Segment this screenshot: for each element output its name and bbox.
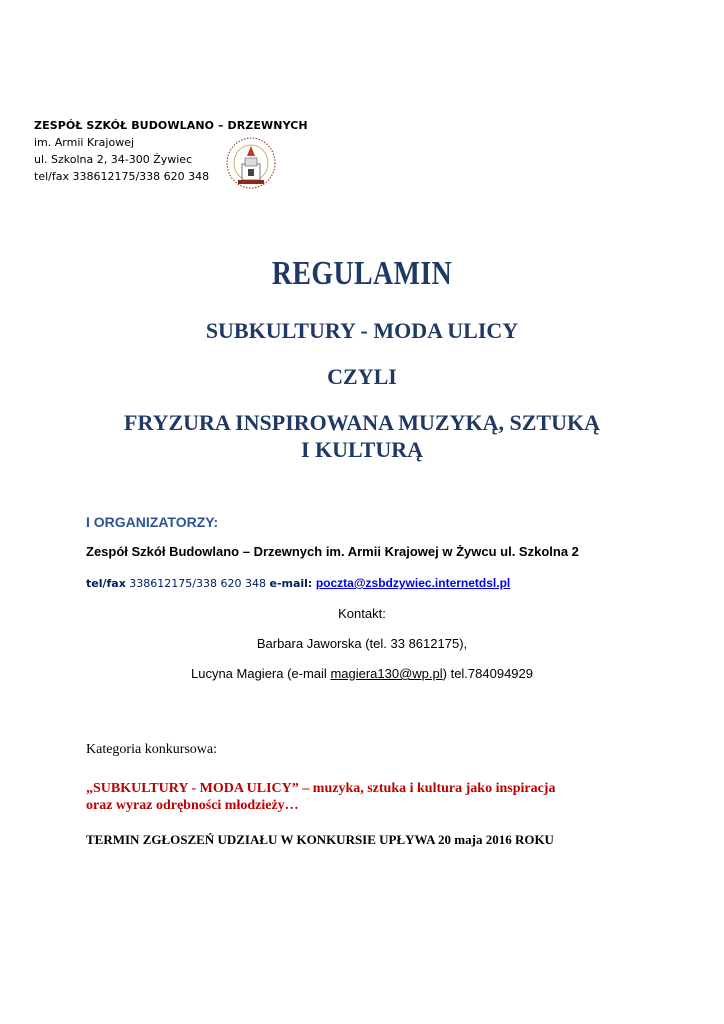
tel-value: 338612175/338 620 348 [125,577,270,590]
document-subtitle-2: CZYLI [327,364,397,389]
category-description [86,780,555,814]
document-title: REGULAMIN [271,255,453,292]
school-address: ul. Szkolna 2, 34-300 Żywiec [34,153,193,166]
organizer-name: Zespół Szkół Budowlano – Drzewnych im. Armii Krajowej w Żywcu ul. Szkolna 2 [86,544,579,559]
school-phone: tel/fax 338612175/338 620 348 [34,170,210,183]
contact-2-email[interactable]: magiera130@wp.pl [330,666,443,681]
contact-label: Kontakt: [338,606,386,621]
subtitle-3-line-2: I KULTURĄ [300,437,424,462]
school-name: ZESPÓŁ SZKÓŁ BUDOWLANO – DRZEWNYCH [34,119,308,132]
organizer-contact-line [86,576,510,590]
contact-person-1: Barbara Jaworska (tel. 33 8612175), [256,636,468,651]
document-subtitle-1: SUBKULTURY - MODA ULICY [205,318,519,343]
subtitle-3-line-1: FRYZURA INSPIROWANA MUZYKĄ, SZTUKĄ [124,410,600,435]
contact-2-prefix: Lucyna Magiera (e-mail [190,666,331,681]
school-patron: im. Armii Krajowej [34,136,135,149]
email-link[interactable]: poczta@zsbdzywiec.internetdsl.pl [315,576,511,590]
organizers-heading: I ORGANIZATORZY: [86,514,219,530]
email-label: e-mail: [269,577,313,590]
category-label: Kategoria konkursowa: [86,742,218,757]
category-line-2: oraz wyraz odrębności młodzieży… [86,798,299,813]
deadline-notice: TERMIN ZGŁOSZEŃ UDZIAŁU W KONKURSIE UPŁYWA 20 maja 2016 ROKU [86,832,554,847]
contact-2-suffix: ) tel.784094929 [442,666,533,681]
contact-person-2 [0,666,724,681]
category-line-1: „SUBKULTURY - MODA ULICY” – muzyka, sztuka i kultura jako inspiracja [86,781,556,796]
document-subtitle-3 [0,409,724,463]
school-emblem-icon [224,136,278,194]
tel-label: tel/fax [86,577,126,590]
